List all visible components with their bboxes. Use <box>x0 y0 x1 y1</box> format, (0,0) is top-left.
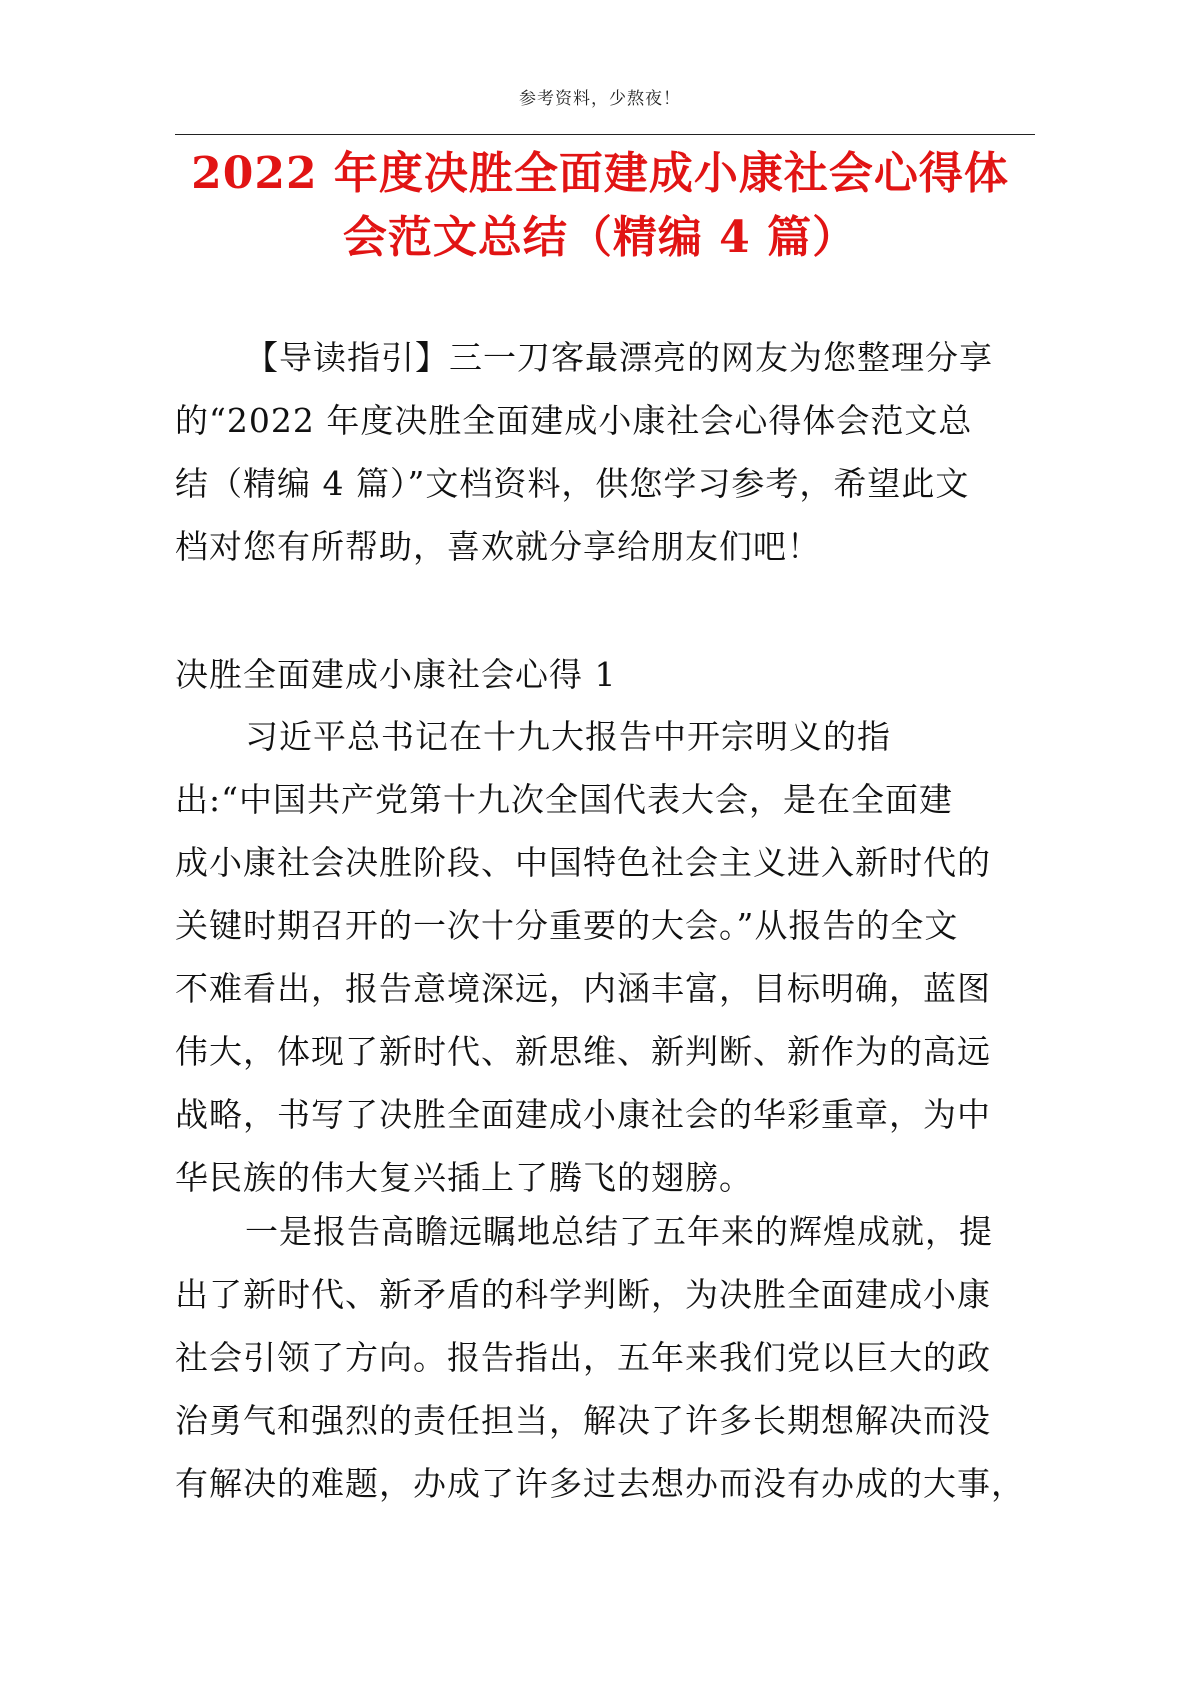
intro-paragraph <box>175 326 1045 578</box>
paragraph-line: 战略，书写了决胜全面建成小康社会的华彩重章，为中 <box>175 1095 991 1134</box>
paragraph-line: 出了新时代、新矛盾的科学判断，为决胜全面建成小康 <box>175 1275 991 1314</box>
section-heading-text: 决胜全面建成小康社会心得 1 <box>175 655 617 694</box>
paragraph-line: 治勇气和强烈的责任担当，解决了许多长期想解决而没 <box>175 1401 991 1440</box>
title-line: 会范文总结（精编 4 篇） <box>342 212 858 263</box>
section-heading <box>175 643 1045 706</box>
title-line: 2022 年度决胜全面建成小康社会心得体 <box>191 148 1009 199</box>
document-title <box>150 142 1050 270</box>
body-paragraph-2 <box>175 1200 1045 1515</box>
intro-line: 的“2022 年度决胜全面建成小康社会心得体会范文总 <box>175 401 973 440</box>
intro-line: 【导读指引】三一刀客最漂亮的网友为您整理分享 <box>245 338 993 377</box>
header-note: 参考资料，少熬夜！ <box>519 89 681 109</box>
intro-line: 档对您有所帮助，喜欢就分享给朋友们吧！ <box>175 527 821 566</box>
paragraph-line: 关键时期召开的一次十分重要的大会。”从报告的全文 <box>175 906 959 945</box>
paragraph-line: 伟大，体现了新时代、新思维、新判断、新作为的高远 <box>175 1032 991 1071</box>
paragraph-line: 成小康社会决胜阶段、中国特色社会主义进入新时代的 <box>175 843 991 882</box>
body-paragraph-1 <box>175 705 1045 1209</box>
paragraph-line: 有解决的难题，办成了许多过去想办而没有办成的大事， <box>175 1464 1025 1503</box>
paragraph-line: 不难看出，报告意境深远，内涵丰富，目标明确，蓝图 <box>175 969 991 1008</box>
paragraph-line: 一是报告高瞻远瞩地总结了五年来的辉煌成就，提 <box>245 1212 993 1251</box>
paragraph-line: 出:“中国共产党第十九次全国代表大会，是在全面建 <box>175 780 953 819</box>
paragraph-line: 社会引领了方向。报告指出，五年来我们党以巨大的政 <box>175 1338 991 1377</box>
header-divider <box>175 134 1035 135</box>
intro-line: 结（精编 4 篇）”文档资料，供您学习参考，希望此文 <box>175 464 970 503</box>
paragraph-line: 华民族的伟大复兴插上了腾飞的翅膀。 <box>175 1158 753 1197</box>
paragraph-line: 习近平总书记在十九大报告中开宗明义的指 <box>245 717 891 756</box>
